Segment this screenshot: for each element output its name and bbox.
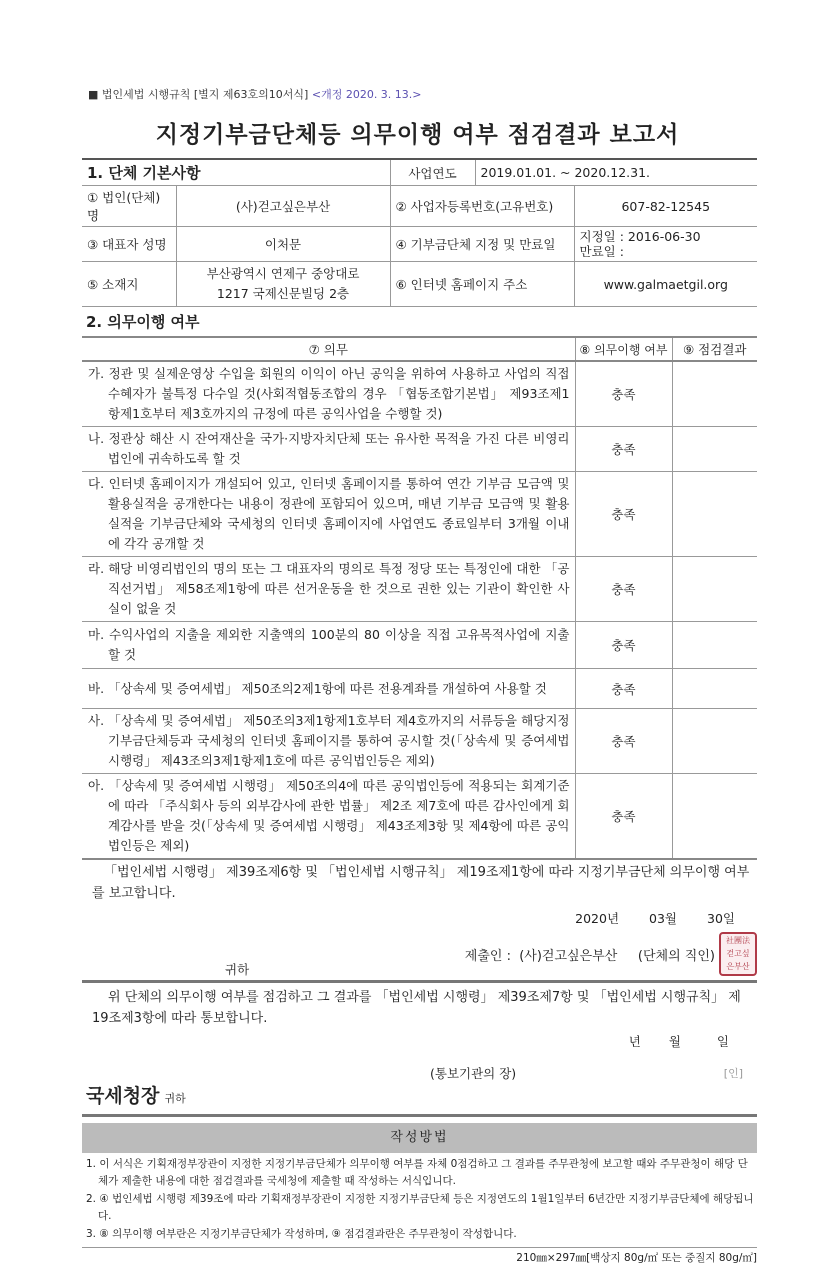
rep-label: ③ 대표자 성명 — [82, 227, 176, 262]
obligation-row — [82, 669, 757, 709]
recipient-suffix: 귀하 — [164, 1092, 186, 1105]
notice-month: 월 — [668, 1034, 681, 1049]
notice-year: 년 — [628, 1034, 641, 1049]
designation-value — [574, 227, 757, 262]
report-day: 30일 — [707, 911, 735, 926]
submitter: 제출인 : (사)걷고싶은부산 (단체의 직인) — [464, 948, 715, 964]
divider — [82, 980, 757, 983]
obligation-text: 사. 「상속세 및 증여세법」 제50조의3제1항제1호부터 제4호까지의 서류등을 해당지정기부금단체등과 국세청의 인터넷 홈페이지를 통하여 공시할 것(「상속세 및 증여세법 시행령」 제43조의3제1항제1호에 따른 공익법인등은 제외) — [82, 709, 575, 774]
report-year: 2020년 — [575, 911, 620, 926]
seal-placeholder: [인] — [723, 1067, 743, 1080]
biz-no-value: 607-82-12545 — [574, 186, 757, 227]
document-body — [82, 158, 757, 1266]
fiscal-year-label: 사업연도 — [390, 159, 475, 186]
instruction-item: 2. ④ 법인세법 시행령 제39조에 따라 기획재정부장관이 지정한 지정기부금단체 등은 지정연도의 1월1일부터 6년간만 지정기부금단체에 해당됩니다. — [86, 1193, 754, 1222]
notice-issuer: (통보기관의 장) — [430, 1066, 517, 1081]
inspection-result — [672, 709, 757, 774]
form-ref-text: ■ 법인세법 시행규칙 [별지 제63호의10서식] — [88, 88, 309, 101]
corp-name-value: (사)걷고싶은부산 — [176, 186, 390, 227]
revision-date: <개정 2020. 3. 13.> — [311, 88, 422, 101]
rep-value: 이처문 — [176, 227, 390, 262]
obligation-text: 나. 정관상 해산 시 잔여재산을 국가·지방자치단체 또는 유사한 목적을 가진 다른 비영리법인에 귀속하도록 할 것 — [82, 427, 575, 472]
obligation-text: 다. 인터넷 홈페이지가 개설되어 있고, 인터넷 홈페이지를 통하여 연간 기부금 모금액 및 활용실적을 공개한다는 내용이 정관에 포함되어 있으며, 매년 기부금 모금액 및 활용실적을 기부금단체와 국세청의 인터넷 홈페이지에 사업연도 종료일부터 3개월 이내에 각각 공개할 것 — [82, 472, 575, 557]
address-value — [176, 262, 390, 307]
section2-heading: 2. 의무이행 여부 — [86, 313, 200, 331]
homepage-label: ⑥ 인터넷 홈페이지 주소 — [390, 262, 574, 307]
instruction-item: 3. ⑧ 의무이행 여부란은 지정기부금단체가 작성하며, ⑨ 점검결과란은 주무관청이 작성합니다. — [86, 1228, 517, 1240]
compliance-status: 충족 — [575, 774, 672, 860]
obligation-text: 마. 수익사업의 지출을 제외한 지출액의 100분의 80 이상을 직접 고유목적사업에 지출할 것 — [82, 622, 575, 669]
biz-no-label: ② 사업자등록번호(고유번호) — [390, 186, 574, 227]
obligation-text: 가. 정관 및 실제운영상 수입을 회원의 이익이 아닌 공익을 위하여 사용하고 사업의 직접 수혜자가 불특정 다수일 것(사회적협동조합의 경우 「협동조합기본법」 제93조제1항제1호부터 제3호까지의 규정에 따른 공익사업을 수행할 것) — [82, 361, 575, 427]
notice-recipient — [82, 1083, 757, 1112]
obligation-row — [82, 361, 757, 427]
designation-label: ④ 기부금단체 지정 및 만료일 — [390, 227, 574, 262]
compliance-status: 충족 — [575, 472, 672, 557]
report-date — [82, 910, 757, 928]
obligation-text: 바. 「상속세 및 증여세법」 제50조의2제1항에 따른 전용계좌를 개설하여 사용할 것 — [82, 669, 575, 709]
organization-seal — [719, 932, 757, 976]
compliance-status: 충족 — [575, 669, 672, 709]
inspection-result — [672, 472, 757, 557]
compliance-status: 충족 — [575, 557, 672, 622]
address-label: ⑤ 소재지 — [82, 262, 176, 307]
paper-spec: 210㎜×297㎜[백상지 80g/㎡ 또는 중질지 80g/㎡] — [516, 1252, 757, 1264]
compliance-status: 충족 — [575, 709, 672, 774]
obligation-row — [82, 709, 757, 774]
expiry-date: 만료일 : — [579, 244, 624, 259]
compliance-status: 충족 — [575, 622, 672, 669]
inspection-result — [672, 774, 757, 860]
col-obligation: ⑦ 의무 — [82, 337, 575, 361]
notice-statement: 위 단체의 의무이행 여부를 점검하고 그 결과를 「법인세법 시행령」 제39조제7항 및 「법인세법 시행규칙」 제19조제3항에 따라 통보합니다. — [92, 990, 741, 1026]
divider — [82, 1247, 757, 1248]
notice-date — [82, 1033, 757, 1051]
instructions-heading: 작성방법 — [82, 1123, 757, 1153]
obligation-text: 라. 해당 비영리법인의 명의 또는 그 대표자의 명의로 특정 정당 또는 특정인에 대한 「공직선거법」 제58조제1항에 따른 선거운동을 한 것으로 권한 있는 기관이 확인한 사실이 없을 것 — [82, 557, 575, 622]
obligation-row — [82, 622, 757, 669]
obligation-row — [82, 427, 757, 472]
address-line1: 부산광역시 연제구 중앙대로 — [206, 266, 360, 281]
obligation-row — [82, 557, 757, 622]
form-reference — [88, 86, 422, 102]
obligation-row — [82, 774, 757, 860]
divider — [82, 1114, 757, 1117]
instruction-item: 1. 이 서식은 기획재정부장관이 지정한 지정기부금단체가 의무이행 여부를 자체 0점검하고 그 결과를 주무관청에 보고할 때와 주무관청이 해당 단체가 제출한 내용에 대한 점검결과를 국세청에 제출할 때 작성하는 서식입니다. — [86, 1158, 748, 1187]
report-addressee: 귀하 — [225, 962, 250, 977]
inspection-result — [672, 669, 757, 709]
compliance-status: 충족 — [575, 361, 672, 427]
issuer-row — [82, 1065, 757, 1083]
page-title: 지정기부금단체등 의무이행 여부 점검결과 보고서 — [155, 122, 680, 148]
designation-date: 지정일 : 2016-06-30 — [579, 229, 701, 244]
inspection-result — [672, 622, 757, 669]
compliance-status: 충족 — [575, 427, 672, 472]
recipient-name: 국세청장 — [86, 1085, 160, 1107]
homepage-value: www.galmaetgil.org — [574, 262, 757, 307]
report-month: 03월 — [649, 911, 678, 926]
seal-mark: 社團法 걷고싶 은부산 — [726, 936, 750, 971]
address-line2: 1217 국제신문빌딩 2층 — [216, 286, 350, 301]
notice-day: 일 — [716, 1034, 729, 1049]
fiscal-year-value: 2019.01.01. ~ 2020.12.31. — [475, 159, 757, 186]
col-result: ⑨ 점검결과 — [672, 337, 757, 361]
basic-info-table — [82, 158, 757, 307]
obligations-table — [82, 336, 757, 860]
corp-name-label: ① 법인(단체)명 — [82, 186, 176, 227]
obligation-text: 아. 「상속세 및 증여세법 시행령」 제50조의4에 따른 공익법인등에 적용되는 회계기준에 따라 「주식회사 등의 외부감사에 관한 법률」 제2조 제7호에 따른 감사인에게 회계감사를 받을 것(「상속세 및 증여세법 시행령」 제43조제3항 및 제4항에 따른 공익법인등은 제외) — [82, 774, 575, 860]
section1-heading: 1. 단체 기본사항 — [82, 159, 390, 186]
report-statement: 「법인세법 시행령」 제39조제6항 및 「법인세법 시행규칙」 제19조제1항에 따라 지정기부금단체 의무이행 여부를 보고합니다. — [92, 865, 750, 901]
obligation-row — [82, 472, 757, 557]
inspection-result — [672, 427, 757, 472]
col-status: ⑧ 의무이행 여부 — [575, 337, 672, 361]
inspection-result — [672, 557, 757, 622]
inspection-result — [672, 361, 757, 427]
